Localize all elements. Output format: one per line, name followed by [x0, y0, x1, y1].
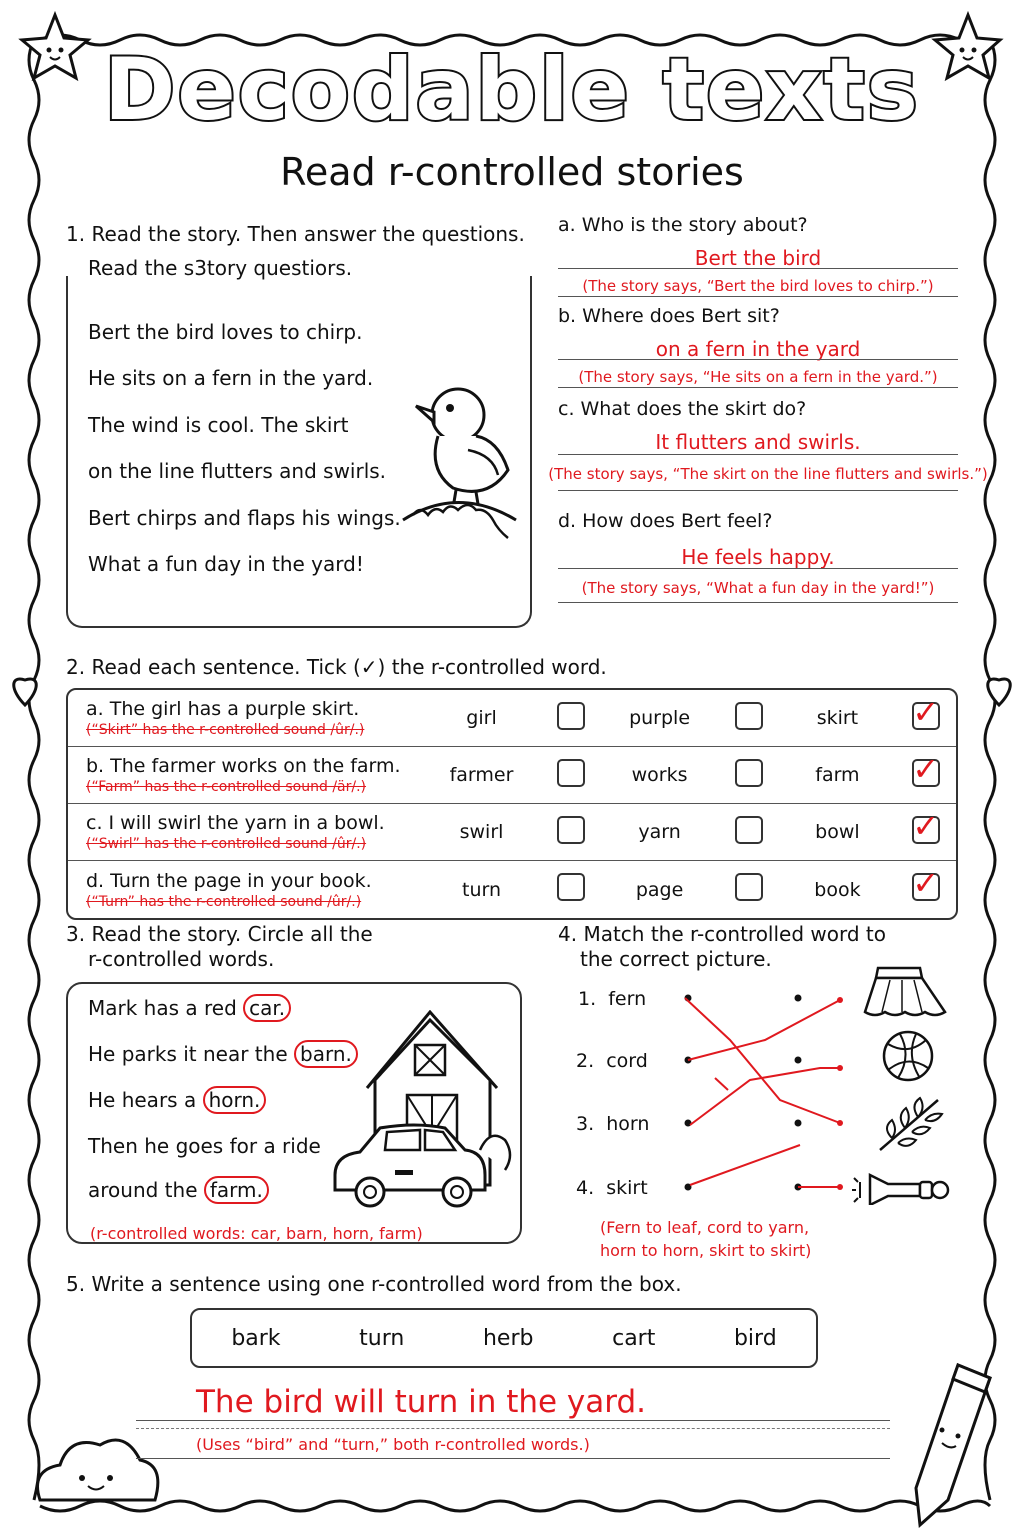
checkbox[interactable]: [735, 702, 763, 730]
barn-car-icon: [325, 1010, 515, 1215]
sentence-text: d. Turn the page in your book.: [86, 869, 372, 892]
word-option: page: [635, 878, 684, 901]
story-line: What a fun day in the yard!: [88, 552, 364, 576]
sentence-cell: [68, 804, 422, 861]
matching-lines[interactable]: [670, 960, 970, 1205]
story-line: Bert the bird loves to chirp.: [88, 320, 363, 344]
answer-line: [558, 268, 958, 269]
check-icon: ✓: [912, 864, 940, 902]
check-icon: ✓: [912, 749, 940, 788]
match-item: [578, 988, 646, 1010]
checkbox-checked[interactable]: [912, 692, 940, 731]
answer-note-d: (The story says, “What a fun day in the yard!”): [581, 579, 935, 597]
word-option: skirt: [778, 690, 896, 747]
pencil-icon: [916, 1365, 990, 1525]
question-d: d. How does Bert feel?: [558, 510, 773, 532]
page-title: Decodable texts: [104, 40, 920, 140]
match-word: fern: [608, 988, 647, 1010]
sentence-note: (“Farm” has the r-controlled sound /är/.): [86, 779, 367, 795]
match-item: [576, 1050, 648, 1072]
word-box-item: bird: [733, 1325, 777, 1351]
match-num: 1.: [578, 988, 597, 1010]
checkbox-checked[interactable]: [912, 749, 940, 788]
match-word: skirt: [606, 1177, 648, 1199]
answer-note-c: (The story says, “The skirt on the line flutters and swirls.”): [548, 465, 988, 483]
circled-word[interactable]: farm.: [204, 1176, 269, 1204]
section1-instruction2: Read the s3tory questiors.: [88, 256, 353, 280]
section5-answer: The bird will turn in the yard.: [196, 1384, 646, 1420]
match-num: 3.: [576, 1113, 595, 1135]
answer-line: [558, 454, 958, 455]
question-a: a. Who is the story about?: [558, 214, 808, 236]
match-item: [576, 1113, 649, 1135]
section3-instruction2: r-controlled words.: [88, 947, 275, 971]
section3-instruction: 3. Read the story. Circle all the: [66, 922, 373, 946]
section4-instruction: 4. Match the r-controlled word to: [558, 922, 886, 946]
answer-note-a: (The story says, “Bert the bird loves to chirp.”): [582, 277, 934, 295]
word-option: purple: [600, 690, 719, 747]
answer-a: Bert the bird: [694, 246, 822, 270]
answer-line: [558, 602, 958, 603]
sentence-cell: [68, 861, 422, 918]
section5-note: (Uses “bird” and “turn,” both r-controlled words.): [196, 1435, 590, 1454]
word-option: book: [814, 878, 861, 901]
checkbox[interactable]: [557, 759, 585, 787]
section4-note2: horn to horn, skirt to skirt): [600, 1241, 812, 1260]
section1-instruction: 1. Read the story. Then answer the questions.: [66, 222, 525, 246]
section4-instruction2: the correct picture.: [580, 947, 772, 971]
table-row: [68, 747, 956, 804]
section3-note: (r-controlled words: car, barn, horn, farm): [90, 1224, 423, 1243]
sentence-cell: [68, 690, 422, 747]
answer-c: It flutters and swirls.: [655, 430, 861, 454]
answer-d: He feels happy.: [681, 545, 835, 569]
story-text: Mark has a red: [88, 996, 244, 1020]
match-word: horn: [606, 1113, 650, 1135]
check-icon: ✓: [912, 692, 940, 731]
sentence-note: (“Swirl” has the r-controlled sound /ûr/.): [86, 836, 367, 852]
match-item: [576, 1177, 648, 1199]
story-line: [88, 1042, 358, 1066]
word-box-item: herb: [482, 1325, 534, 1351]
checkbox[interactable]: [735, 759, 763, 787]
heart-icon: [14, 679, 37, 705]
checkbox-checked[interactable]: [912, 864, 940, 902]
story-text: Then he goes for a ride: [88, 1134, 321, 1158]
yarn-icon: [884, 1032, 932, 1080]
table-row: [68, 861, 956, 918]
story-line: He sits on a fern in the yard.: [88, 366, 374, 390]
word-option: girl: [422, 690, 541, 747]
sentence-text: c. I will swirl the yarn in a bowl.: [86, 812, 385, 834]
check-icon: ✓: [912, 806, 940, 845]
writing-midline: [136, 1428, 890, 1429]
story-text: He hears a: [88, 1088, 203, 1112]
page-subtitle: Read r-controlled stories: [280, 150, 744, 194]
sentence-note: (“Turn” has the r-controlled sound /ûr/.): [86, 893, 362, 910]
word-option: yarn: [600, 804, 719, 861]
answer-line: [558, 387, 958, 388]
section2-instruction: 2. Read each sentence. Tick (✓) the r-controlled word.: [66, 655, 607, 679]
writing-line: [136, 1458, 890, 1459]
answer-line: [558, 296, 958, 297]
checkbox[interactable]: [735, 816, 763, 844]
circled-word[interactable]: car.: [243, 994, 291, 1022]
word-option: farmer: [422, 747, 541, 804]
sentence-note: (“Skirt” has the r-controlled sound /ûr/.): [86, 722, 365, 738]
table-row: [68, 804, 956, 861]
question-c: c. What does the skirt do?: [558, 398, 807, 420]
match-word: cord: [606, 1050, 648, 1072]
section4-note1: (Fern to leaf, cord to yarn,: [600, 1218, 810, 1237]
writing-line: [136, 1420, 890, 1421]
word-option: farm: [778, 747, 896, 804]
answer-line: [558, 568, 958, 569]
question-b: b. Where does Bert sit?: [558, 305, 780, 327]
story-line: [88, 1178, 269, 1202]
story-text: He parks it near the: [88, 1042, 294, 1066]
story-line: [88, 1134, 321, 1158]
answer-line: [558, 359, 958, 360]
heart-icon: [988, 679, 1011, 705]
sentence-cell: [68, 747, 422, 804]
table-row: [68, 690, 956, 747]
story-line: [88, 1088, 266, 1112]
bird-icon: [398, 370, 523, 545]
word-option: works: [600, 747, 719, 804]
answer-b: on a fern in the yard: [655, 337, 861, 361]
sentence-text: b. The farmer works on the farm.: [86, 755, 401, 777]
checkbox[interactable]: [557, 816, 585, 844]
story-line: on the line flutters and swirls.: [88, 459, 387, 483]
word-box-item: turn: [359, 1325, 405, 1351]
story-line: Bert chirps and flaps his wings.: [88, 506, 401, 530]
sentence-text: a. The girl has a purple skirt.: [86, 698, 360, 720]
section5-instruction: 5. Write a sentence using one r-controlled word from the box.: [66, 1272, 682, 1296]
story-line: [88, 996, 291, 1020]
word-option: turn: [462, 878, 502, 901]
answer-line: [558, 490, 958, 491]
leaf-icon: [880, 1098, 942, 1150]
checkbox[interactable]: [735, 873, 763, 901]
word-box: [190, 1308, 818, 1368]
circled-word[interactable]: horn.: [203, 1086, 267, 1114]
match-num: 2.: [576, 1050, 595, 1072]
word-option: swirl: [422, 804, 541, 861]
match-num: 4.: [576, 1177, 595, 1199]
word-option: bowl: [778, 804, 896, 861]
checkbox-checked[interactable]: [912, 806, 940, 845]
word-box-item: bark: [231, 1325, 281, 1351]
checkbox[interactable]: [557, 873, 585, 901]
answer-note-b: (The story says, “He sits on a fern in the yard.”): [578, 368, 938, 386]
word-box-item: cart: [612, 1325, 656, 1351]
circled-word[interactable]: barn.: [294, 1040, 358, 1068]
skirt-icon: [865, 968, 945, 1015]
story-text: around the: [88, 1178, 204, 1202]
tick-table: [66, 688, 958, 920]
story-line: The wind is cool. The skirt: [88, 413, 349, 437]
horn-icon: [852, 1175, 948, 1205]
cloud-icon: [38, 1440, 158, 1500]
checkbox[interactable]: [557, 702, 585, 730]
